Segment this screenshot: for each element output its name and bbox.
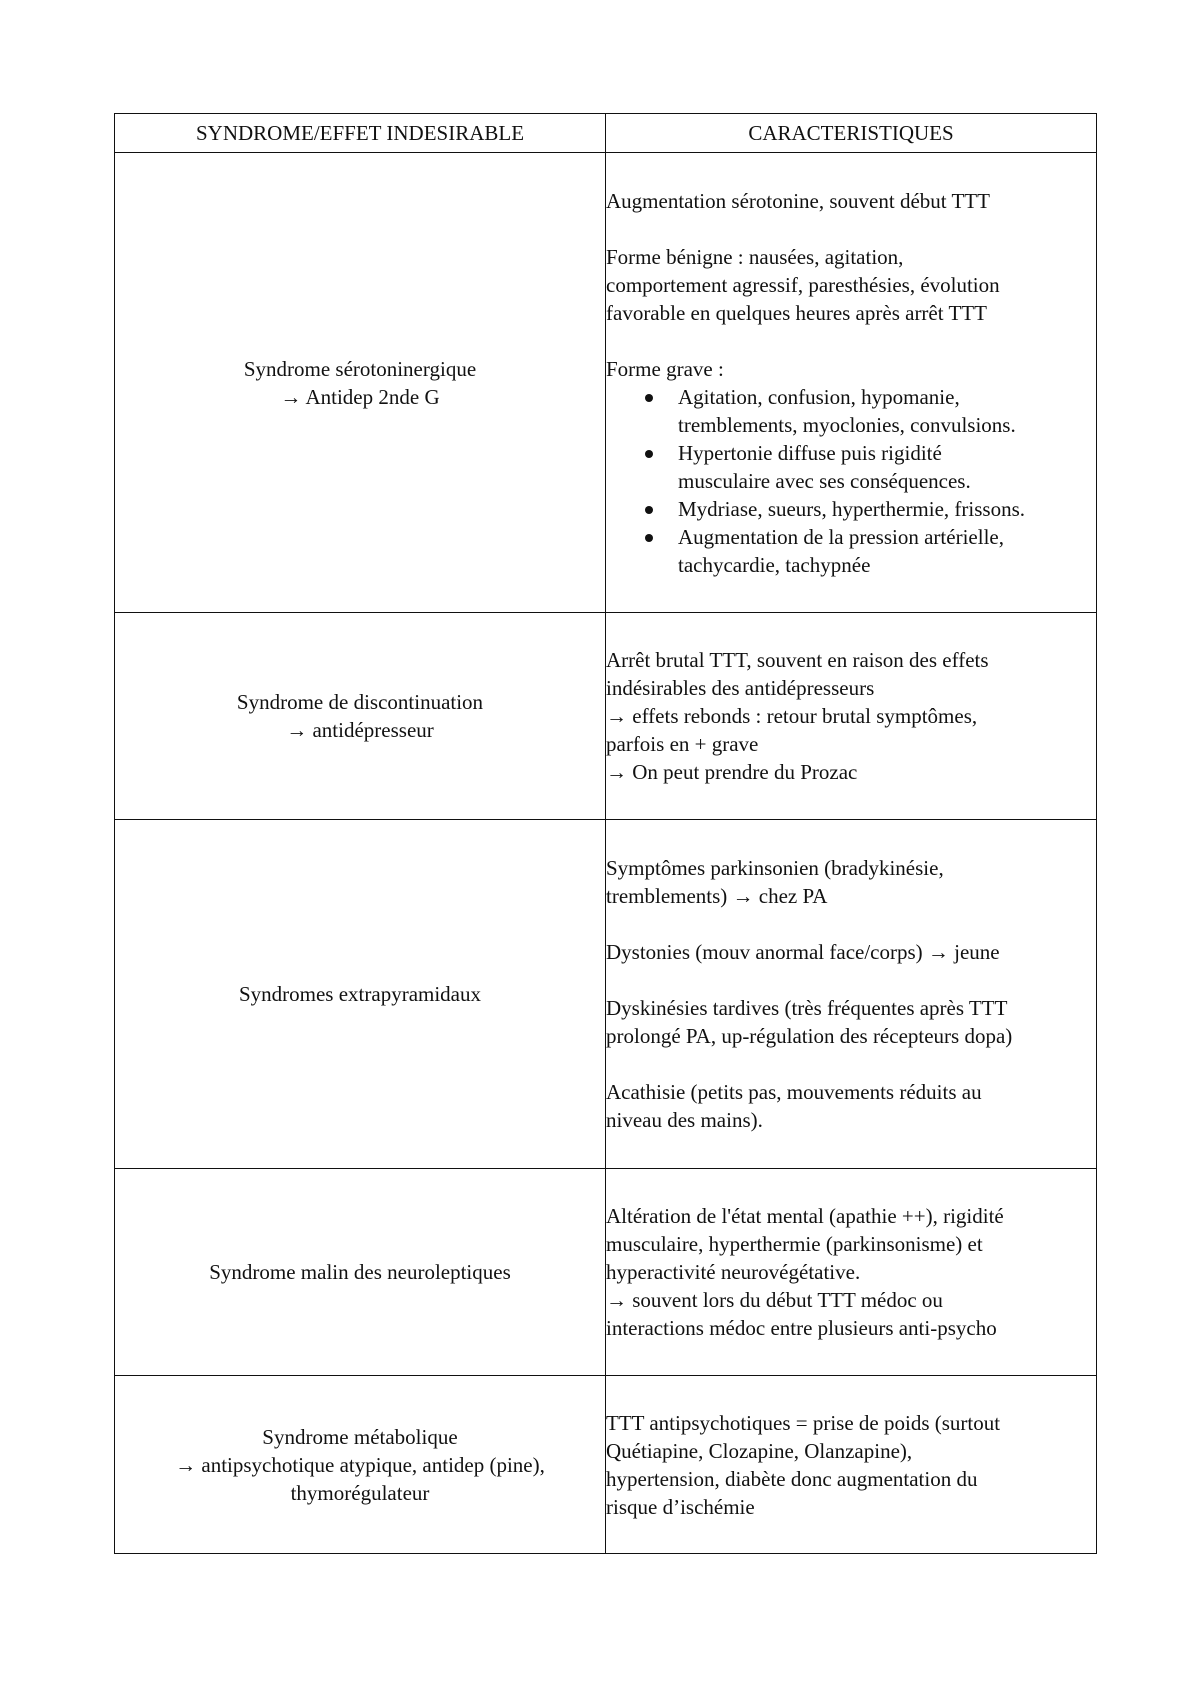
- detail-line: Acathisie (petits pas, mouvements réduits au: [606, 1080, 982, 1104]
- detail-line: parfois en + grave: [606, 732, 759, 756]
- detail-line: musculaire, hyperthermie (parkinsonisme) et: [606, 1232, 983, 1256]
- detail-line: Dystonies (mouv anormal face/corps) → jeune: [606, 940, 1000, 964]
- detail-line: → On peut prendre du Prozac: [606, 760, 858, 784]
- header-characteristics: CARACTERISTIQUES: [606, 114, 1097, 153]
- bullet-text: Agitation, confusion, hypomanie,: [678, 384, 960, 409]
- detail-line: Forme bénigne : nausées, agitation,: [606, 244, 904, 269]
- side-effects-table: [114, 113, 1097, 1554]
- bullet-text: Augmentation de la pression artérielle,: [678, 524, 1004, 549]
- detail-line: prolongé PA, up-régulation des récepteurs dopa): [606, 1024, 1013, 1048]
- detail-line: Forme grave :: [606, 356, 724, 381]
- detail-line: interactions médoc entre plusieurs anti-psycho: [606, 1316, 997, 1340]
- detail-line: Symptômes parkinsonien (bradykinésie,: [606, 856, 944, 880]
- list-item: [678, 383, 1096, 439]
- syndrome-note: → antidépresseur: [286, 718, 434, 742]
- header-syndrome: SYNDROME/EFFET INDESIRABLE: [115, 114, 606, 153]
- characteristics-cell: [606, 1376, 1097, 1554]
- detail-line: risque d’ischémie: [606, 1494, 755, 1519]
- syndrome-cell: [115, 1376, 606, 1554]
- detail-line: hypertension, diabète donc augmentation du: [606, 1466, 978, 1491]
- bullet-text: tachycardie, tachypnée: [678, 552, 871, 577]
- syndrome-cell: [115, 613, 606, 820]
- syndrome-name: Syndromes extrapyramidaux: [238, 982, 482, 1006]
- detail-line: Altération de l'état mental (apathie ++), rigidité: [606, 1204, 1004, 1228]
- list-item: [678, 439, 1096, 495]
- table-row: [115, 820, 1097, 1169]
- syndrome-cell: [115, 1169, 606, 1376]
- table-header-row: [115, 114, 1097, 153]
- characteristics-cell: [606, 153, 1097, 613]
- detail-line: Dyskinésies tardives (très fréquentes après TTT: [606, 996, 1008, 1020]
- detail-line: favorable en quelques heures après arrêt TTT: [606, 300, 987, 325]
- detail-line: indésirables des antidépresseurs: [606, 676, 875, 700]
- detail-line: tremblements) → chez PA: [606, 884, 828, 908]
- syndrome-name: Syndrome métabolique: [262, 1424, 458, 1449]
- list-item: [678, 495, 1096, 523]
- syndrome-name: Syndrome de discontinuation: [236, 690, 484, 714]
- bullet-text: tremblements, myoclonies, convulsions.: [678, 412, 1016, 437]
- bullet-text: Mydriase, sueurs, hyperthermie, frissons.: [678, 496, 1026, 521]
- list-item: [678, 523, 1096, 579]
- detail-line: → souvent lors du début TTT médoc ou: [606, 1288, 943, 1312]
- detail-line: niveau des mains).: [606, 1108, 763, 1132]
- syndrome-note: thymorégulateur: [290, 1480, 430, 1505]
- detail-line: Augmentation sérotonine, souvent début TTT: [606, 188, 990, 213]
- detail-line: TTT antipsychotiques = prise de poids (surtout: [606, 1410, 1001, 1435]
- detail-line: hyperactivité neurovégétative.: [606, 1260, 861, 1284]
- syndrome-cell: [115, 820, 606, 1169]
- syndrome-cell: [115, 153, 606, 613]
- table-row: [115, 1169, 1097, 1376]
- detail-line: comportement agressif, paresthésies, évolution: [606, 272, 1000, 297]
- syndrome-note: → Antidep 2nde G: [280, 384, 440, 409]
- bullet-text: musculaire avec ses conséquences.: [678, 468, 971, 493]
- syndrome-name: Syndrome malin des neuroleptiques: [209, 1260, 511, 1284]
- characteristics-cell: [606, 820, 1097, 1169]
- table-row: [115, 1376, 1097, 1554]
- syndrome-name: Syndrome sérotoninergique: [243, 356, 477, 381]
- characteristics-cell: [606, 613, 1097, 820]
- bullet-text: Hypertonie diffuse puis rigidité: [678, 440, 942, 465]
- detail-line: → effets rebonds : retour brutal symptômes,: [606, 704, 978, 728]
- severe-form-list: [606, 383, 1096, 579]
- characteristics-cell: [606, 1169, 1097, 1376]
- table-row: [115, 613, 1097, 820]
- detail-line: Arrêt brutal TTT, souvent en raison des effets: [606, 648, 989, 672]
- syndrome-note: → antipsychotique atypique, antidep (pine),: [175, 1452, 545, 1477]
- detail-line: Quétiapine, Clozapine, Olanzapine),: [606, 1438, 913, 1463]
- table-row: [115, 153, 1097, 613]
